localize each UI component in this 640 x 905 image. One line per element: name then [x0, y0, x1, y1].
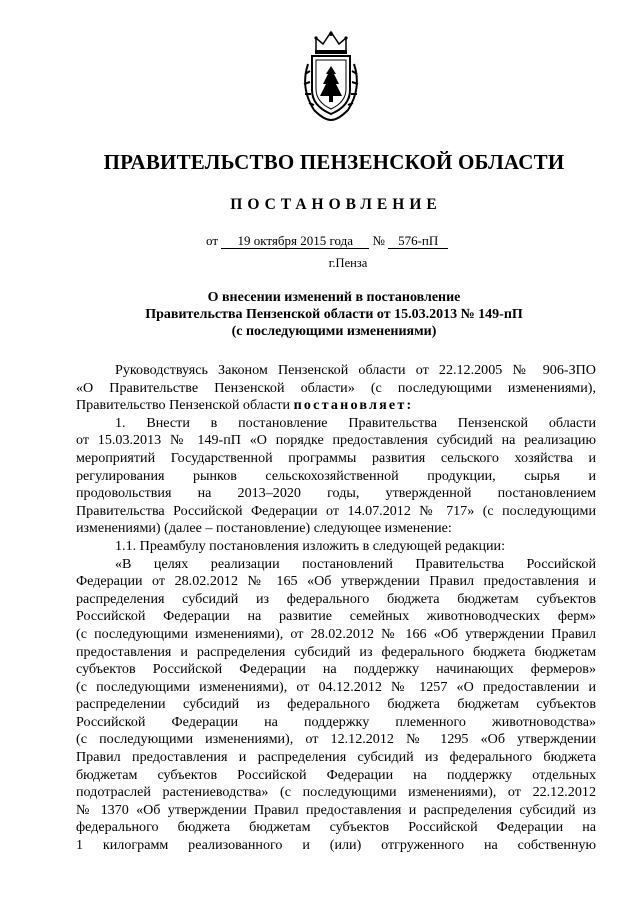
body-line: (с последующими изменениями), от 12.12.2012 № 1295 «Об утверждении [76, 731, 596, 748]
decree-word: постановляет: [293, 397, 414, 414]
document-title [14, 289, 640, 340]
body-line: 1.1. Преамбулу постановления изложить в следующей редакции: [115, 537, 505, 554]
body-line [76, 397, 596, 415]
title-line: О внесении изменений в постановление [207, 290, 461, 305]
body-line: субъектов Российской Федерации на поддержку начинающих фермеров» [76, 661, 596, 678]
body-line: подотраслей растениеводства» (с последующими изменениями), от 22.12.2012 [76, 784, 596, 801]
document-body [76, 362, 596, 855]
number-sign: № [372, 233, 385, 248]
body-line: бюджетам субъектов Российской Федерации на поддержку отдельных [76, 766, 596, 783]
body-line: Правил предоставления и распределения субсидий из федерального бюджета [76, 749, 596, 766]
body-line: распределении субсидий из федерального бюджета бюджетам субъектов [76, 696, 596, 713]
body-line: Правительства Российской Федерации от 14.07.2012 № 717» (с последующими [76, 502, 596, 519]
date-number-line [206, 233, 448, 249]
body-line: № 1370 «Об утверждении Правил предоставления и распределения субсидий из [76, 801, 596, 818]
body-line: Российской Федерации на поддержку племенного животноводства» [76, 713, 596, 730]
body-line: изменениями) (далее – постановление) следующее изменение: [76, 520, 452, 537]
document-date: 19 октября 2015 года [221, 234, 369, 249]
body-line: распределения субсидий из федерального бюджета бюджетам субъектов [76, 590, 596, 607]
body-line: «В целях реализации постановлений Правительства Российской [115, 555, 596, 572]
body-line: Российской Федерации на развитие семейных животноводческих ферм» [76, 608, 596, 625]
title-line: (с последующими изменениями) [231, 324, 437, 339]
body-line: от 15.03.2013 № 149-пП «О порядке предоставления субсидий на реализацию [76, 432, 596, 449]
body-line: (с последующими изменениями), от 28.02.2012 № 166 «Об утверждении Правил [76, 625, 596, 642]
body-line: Руководствуясь Законом Пензенской области от 22.12.2005 № 906-ЗПО [115, 362, 596, 378]
body-line: (с последующими изменениями), от 04.12.2012 № 1257 «О предоставлении и [76, 678, 596, 695]
coat-of-arms-icon [296, 30, 366, 124]
body-line: регулирования рынков сельскохозяйственной продукции, сырья и [76, 467, 596, 484]
body-line-text: Правительство Пензенской области [76, 397, 291, 414]
body-line: Федерации от 28.02.2012 № 165 «Об утверждении Правил предоставления и [76, 573, 596, 590]
body-line: предоставления и распределения субсидий из федерального бюджета бюджетам [76, 643, 596, 660]
title-line: Правительства Пензенской области от 15.03.2013 № 149-пП [145, 307, 523, 322]
body-line: продовольствия на 2013–2020 годы, утвержденной постановлением [76, 485, 596, 502]
city: г.Пенза [328, 256, 368, 270]
body-line: 1 килограмм реализованного и (или) отгруженного на собственную [76, 837, 596, 854]
document-type: ПОСТАНОВЛЕНИЕ [230, 196, 442, 213]
body-line: мероприятий Государственной программы развития сельского хозяйства и [76, 449, 596, 466]
body-line: «О Правительстве Пензенской области» (с последующими изменениями), [76, 379, 596, 396]
body-line: федерального бюджета бюджетам субъектов Российской Федерации на [76, 819, 596, 836]
organization-name: ПРАВИТЕЛЬСТВО ПЕНЗЕНСКОЙ ОБЛАСТИ [103, 150, 565, 174]
body-line: 1. Внести в постановление Правительства Пензенской области [115, 414, 596, 431]
date-prefix: от [206, 233, 219, 248]
document-number: 576-пП [388, 234, 448, 249]
